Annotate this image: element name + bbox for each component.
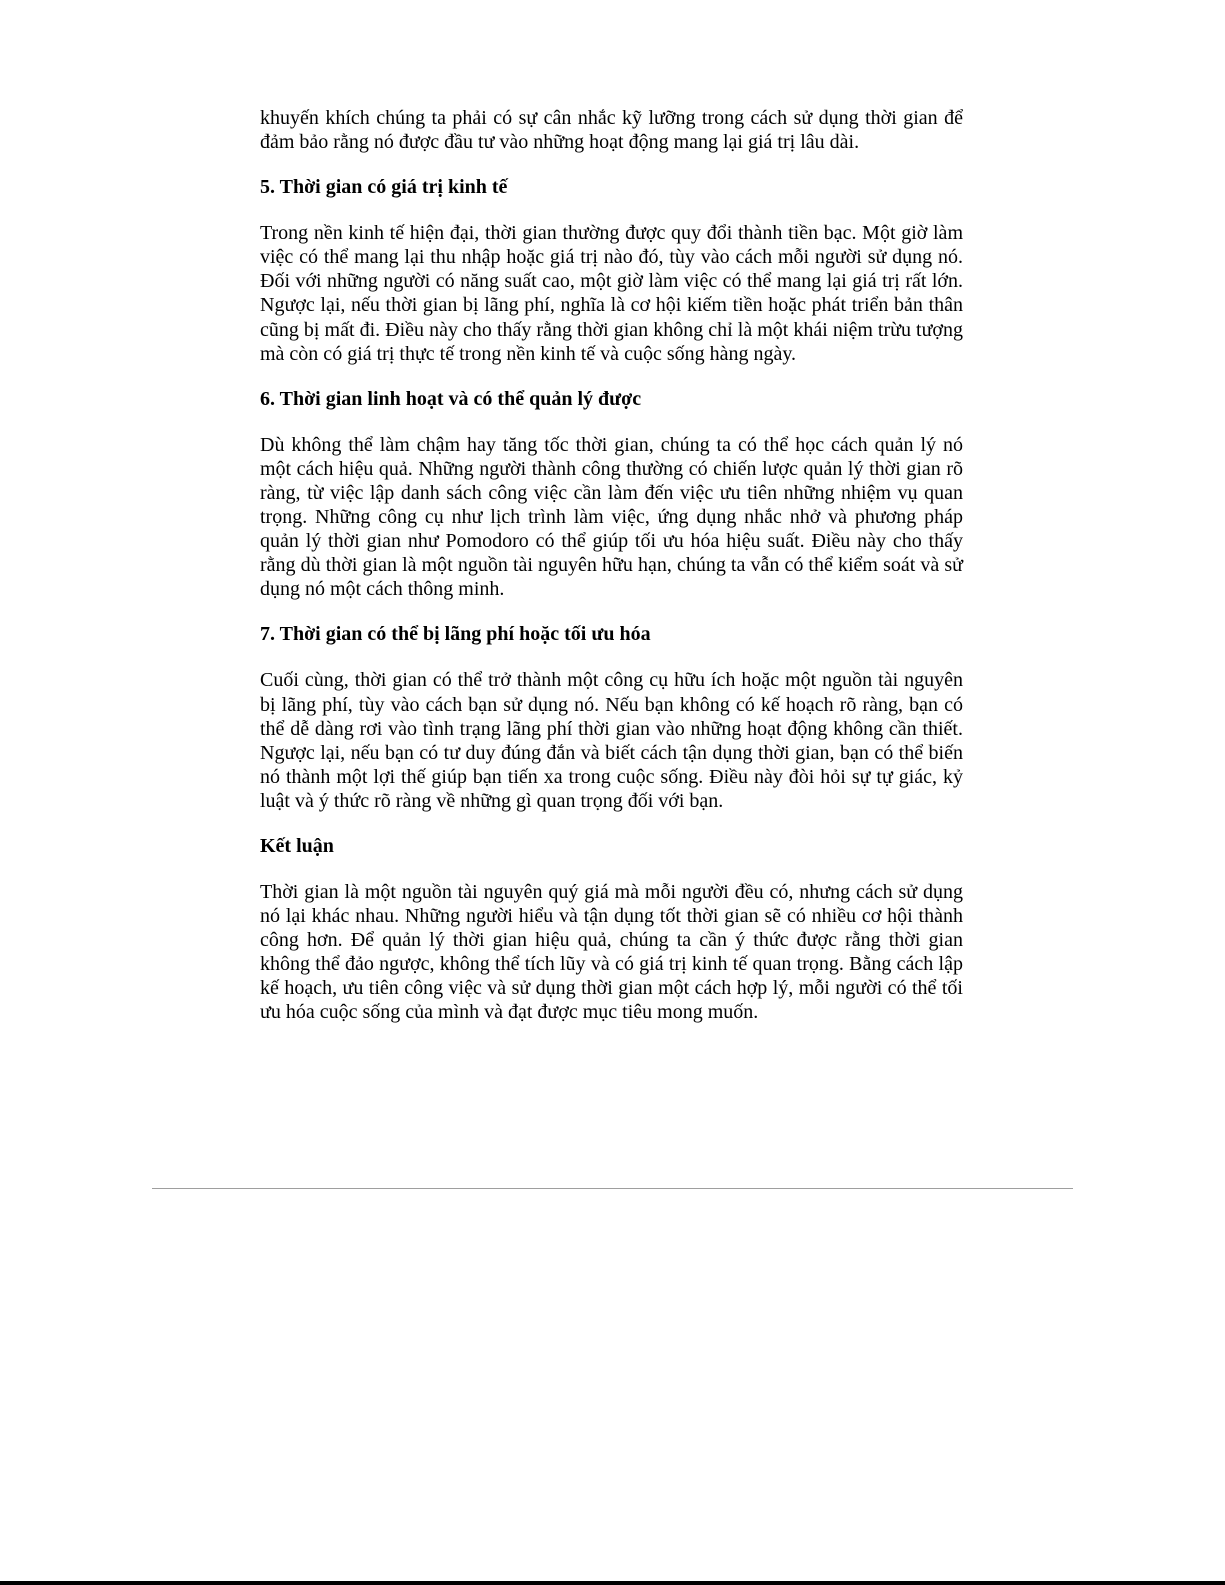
document-page	[260, 106, 963, 1025]
page-divider-line	[152, 1188, 1073, 1189]
section-heading-manageable: 6. Thời gian linh hoạt và có thể quản lý được	[260, 387, 642, 410]
paragraph-manageable: Dù không thể làm chậm hay tăng tốc thời gian, chúng ta có thể học cách quản lý nó một cách hiệu quả. Những người thành công thường có chiến lược quản lý thời gian rõ ràng, từ việc lập danh sách công việc cần làm đến việc ưu tiên những nhiệm vụ quan trọng. Những công cụ như lịch trình làm việc, ứng dụng nhắc nhở và phương pháp quản lý thời gian như Pomodoro có thể giúp tối ưu hóa hiệu suất. Điều này cho thấy rằng dù thời gian là một nguồn tài nguyên hữu hạn, chúng ta vẫn có thể kiểm soát và sử dụng nó một cách thông minh.	[260, 433, 963, 601]
paragraph-waste-or-optimize: Cuối cùng, thời gian có thể trở thành một công cụ hữu ích hoặc một nguồn tài nguyên bị lãng phí, tùy vào cách bạn sử dụng nó. Nếu bạn không có kế hoạch rõ ràng, bạn có thể dễ dàng rơi vào tình trạng lãng phí thời gian vào những hoạt động không cần thiết. Ngược lại, nếu bạn có tư duy đúng đắn và biết cách tận dụng thời gian, bạn có thể biến nó thành một lợi thế giúp bạn tiến xa trong cuộc sống. Điều này đòi hỏi sự tự giác, kỷ luật và ý thức rõ ràng về những gì quan trọng đối với bạn.	[260, 669, 963, 812]
intro-paragraph-continuation: khuyến khích chúng ta phải có sự cân nhắc kỹ lưỡng trong cách sử dụng thời gian để đảm bảo rằng nó được đầu tư vào những hoạt động mang lại giá trị lâu dài.	[260, 107, 963, 154]
paragraph-economic-value: Trong nền kinh tế hiện đại, thời gian thường được quy đổi thành tiền bạc. Một giờ làm việc có thể mang lại thu nhập hoặc giá trị nào đó, tùy vào cách mỗi người sử dụng nó. Đối với những người có năng suất cao, một giờ làm việc có thể mang lại giá trị rất lớn. Ngược lại, nếu thời gian bị lãng phí, nghĩa là cơ hội kiếm tiền hoặc phát triển bản thân cũng bị mất đi. Điều này cho thấy rằng thời gian không chỉ là một khái niệm trừu tượng mà còn có giá trị thực tế trong nền kinh tế và cuộc sống hàng ngày.	[260, 222, 963, 365]
section-heading-waste-or-optimize: 7. Thời gian có thể bị lãng phí hoặc tối ưu hóa	[260, 623, 651, 646]
paragraph-conclusion: Thời gian là một nguồn tài nguyên quý giá mà mỗi người đều có, nhưng cách sử dụng nó lại khác nhau. Những người hiểu và tận dụng tốt thời gian sẽ có nhiều cơ hội thành công hơn. Để quản lý thời gian hiệu quả, chúng ta cần ý thức được rằng thời gian không thể đảo ngược, không thể tích lũy và có giá trị kinh tế quan trọng. Bằng cách lập kế hoạch, ưu tiên công việc và sử dụng thời gian một cách hợp lý, mỗi người có thể tối ưu hóa cuộc sống của mình và đạt được mục tiêu mong muốn.	[260, 880, 963, 1024]
section-heading-economic-value: 5. Thời gian có giá trị kinh tế	[260, 176, 508, 199]
section-heading-conclusion: Kết luận	[260, 834, 334, 857]
bottom-edge-bar	[0, 1581, 1225, 1585]
